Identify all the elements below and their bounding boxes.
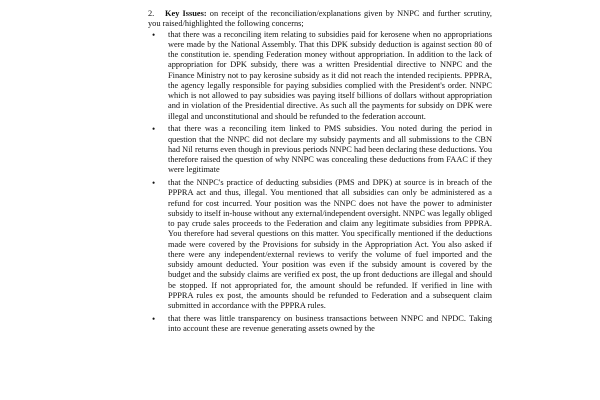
concern-text: that the NNPC's practice of deducting subsidies (PMS and DPK) at source is in breach of the PPPRA act and thus, illegal. You mentioned that all subsidies can only be administered as a refund for cost incurred. Your position was the NNPC does not have the power to administer subsidy to itself in-house without any external/independent oversight. NNPC was legally obliged to pay crude sales proceeds to the Federation and claim any legitimate subsidies from PPPRA. You therefore had several questions on this matter. You specifically mentioned if the deductions made were covered by the Provisions for subsidy in the Appropriation Act. You also asked if there were any independent/external reviews to verify the volume of fuel imported and the subsidy amount deducted. Your position was even if the subsidy amount is covered by the budget and the subsidy claims are verified ex post, the up front deductions are illegal and should be stopped. If not appropriated for, the amount should be refunded. If verified in line with PPPRA rules ex post, the amounts should be refunded to Federation and a subsequent claim submitted in accordance with the PPPRA rules. xyxy=(168,178,492,310)
list-item xyxy=(148,124,492,175)
bullet-icon: • xyxy=(152,178,156,188)
section-number: 2. xyxy=(148,9,155,18)
concern-text: that there was a reconciling item linked to PMS subsidies. You noted during the period in question that the NNPC did not declare my subsidy payments and all submissions to the CBN had Nil returns even though in previous periods NNPC had been declaring these deductions. You therefore raised the question of why NNPC was concealing these deductions from FAAC if they were legitimate xyxy=(168,124,492,175)
section-title: Key Issues: xyxy=(165,9,207,18)
bullet-icon: • xyxy=(152,124,156,135)
section-intro: on receipt of the reconciliation/explanations given by NNPC and further scrutiny, you raised/highlighted the following concerns; xyxy=(148,9,492,29)
document-body xyxy=(148,9,492,337)
concern-text: that there was little transparency on business transactions between NNPC and NPDC. Taking into account these are revenue generating assets owned by the xyxy=(168,313,492,333)
list-item xyxy=(148,314,492,335)
concerns-list xyxy=(148,30,492,335)
key-issues-paragraph xyxy=(148,9,492,30)
list-item xyxy=(148,178,492,311)
list-item xyxy=(148,30,492,122)
concern-text: that there was a reconciling item relating to subsidies paid for kerosene when no appropriations were made by the National Assembly. That this DPK subsidy deduction is against section 80 of the constitution ie. spending Federation money without appropriation. In addition to the lack of appropriation for DPK subsidy, there was a written Presidential directive to NNPC and the Finance Ministry not to pay kerosine subsidy as it did not reach the intended recipients. PPPRA, the agency legally responsible for paying subsidies complied with the President's order. NNPC which is not allowed to pay subsidies was paying itself billions of dollars without appropriation and in violation of the Presidential directive. As such all the payments for subsidy on DPK were illegal and unconstitutional and should be refunded to the federation account. xyxy=(168,29,492,121)
bullet-icon: • xyxy=(152,29,156,40)
bullet-icon: • xyxy=(152,313,156,324)
